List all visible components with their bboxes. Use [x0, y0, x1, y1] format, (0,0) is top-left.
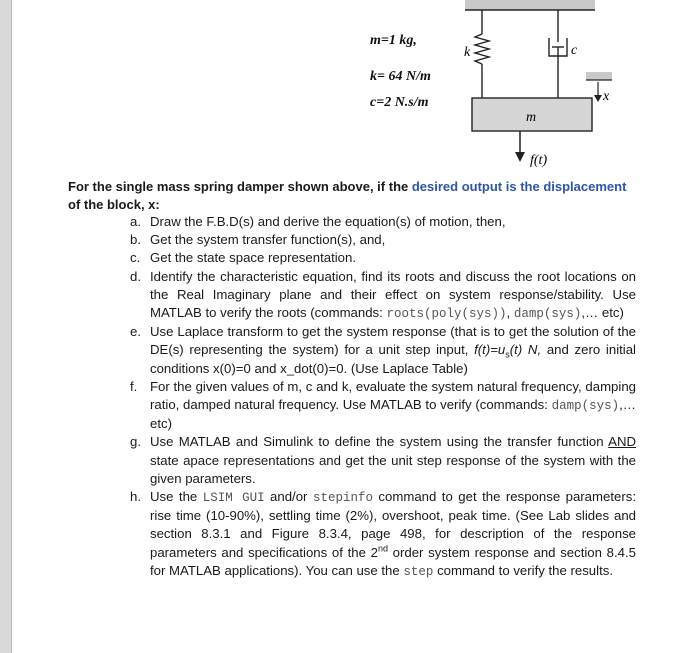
task-text: command to get the response parameters: rise time (10-90%), settling time (2%), overshoot, peak time. (See Lab slides and section 8.3.1 and Figure 8.3.4, page 498, for description of the response parameters and specifications of the 2: [150, 489, 636, 560]
intro-highlight: desired output is the displacement: [411, 179, 627, 194]
task-list: [130, 213, 636, 581]
spring-damper-diagram: [410, 0, 620, 172]
task-item-g: [130, 433, 636, 488]
task-text: Identify the characteristic equation, find its roots and discuss the root locations on the Real Imaginary plane and their effect on system response/stability. Use MATLAB to verify the roots (commands:: [150, 268, 636, 321]
task-text: and zero initial conditions x(0)=0 and x_dot(0)=0. (Use Laplace Table): [150, 342, 636, 376]
left-page-border: [0, 0, 12, 653]
intro-text-after: of the block, x:: [68, 197, 160, 212]
task-item-f: [130, 378, 636, 434]
task-text: ,… etc): [581, 305, 624, 321]
task-text: ,… etc): [150, 397, 636, 432]
step-input-expression: f(t)=u: [474, 342, 506, 358]
reference-hatch: [586, 72, 612, 80]
task-item-h: [130, 488, 636, 581]
damper-parameter: c=2 N.s/m: [370, 95, 429, 110]
task-text: command to verify the results.: [433, 562, 613, 578]
task-text: For the given values of m, c and k, evaluate the system natural frequency, damping ratio, damped natural frequency. Use MATLAB to verify (commands:: [150, 378, 636, 413]
task-marker: h.: [130, 489, 141, 505]
mass-label: m: [526, 110, 537, 125]
spring: [475, 10, 489, 98]
displacement-label: x: [603, 89, 610, 104]
matlab-command: damp(sys): [551, 399, 620, 414]
task-text: Draw the F.B.D(s) and derive the equation(s) of motion, then,: [150, 214, 506, 229]
task-text: and/or: [264, 489, 313, 505]
task-text: ,: [506, 305, 514, 321]
emphasized-and: AND: [608, 434, 636, 450]
force-label: f(t): [530, 153, 548, 168]
matlab-command: damp(sys): [513, 307, 582, 322]
ceiling-support: [465, 0, 595, 10]
task-item-b: [130, 231, 636, 249]
mass-parameter: m=1 kg,: [370, 33, 417, 48]
matlab-command: roots(poly(sys)): [386, 307, 507, 322]
matlab-command: stepinfo: [312, 491, 373, 506]
damper: [549, 10, 567, 98]
step-input-subscript: s: [505, 350, 510, 361]
task-marker: g.: [130, 434, 141, 450]
ordinal-superscript: nd: [377, 543, 388, 554]
task-item-d: [130, 268, 636, 324]
spring-parameter: k= 64 N/m: [370, 69, 431, 84]
task-marker: b.: [130, 232, 141, 248]
step-input-expression-tail: (t) N,: [509, 342, 542, 358]
task-marker: e.: [130, 324, 141, 340]
spring-label: k: [464, 45, 471, 60]
displacement-arrow-head: [594, 95, 602, 102]
task-text: Get the system transfer function(s), and,: [150, 232, 386, 248]
task-item-a: [130, 213, 636, 231]
task-marker: c.: [130, 250, 141, 266]
task-text: Use the: [150, 489, 203, 505]
task-text: order system response and section 8.4.5 for MATLAB applications). You can use the: [150, 544, 636, 578]
problem-intro: [68, 178, 638, 214]
damper-label: c: [571, 43, 578, 58]
task-text: state apace representations and get the unit step response of the system with the given parameters.: [150, 452, 636, 486]
task-text: Get the state space representation.: [150, 250, 356, 266]
intro-text-before: For the single mass spring damper shown above, if the: [68, 179, 412, 194]
task-item-c: [130, 249, 636, 267]
matlab-command: step: [403, 564, 434, 579]
task-marker: a.: [130, 214, 141, 229]
task-text: Use MATLAB and Simulink to define the system using the transfer function: [150, 434, 609, 450]
task-marker: d.: [130, 268, 141, 284]
task-text: Use Laplace transform to get the system response (that is to get the solution of the DE(s) representing the system) for a unit step input,: [150, 324, 636, 358]
force-arrow-head: [515, 152, 525, 162]
task-marker: f.: [130, 378, 138, 394]
matlab-command: LSIM GUI: [202, 491, 265, 506]
task-item-e: [130, 323, 636, 378]
